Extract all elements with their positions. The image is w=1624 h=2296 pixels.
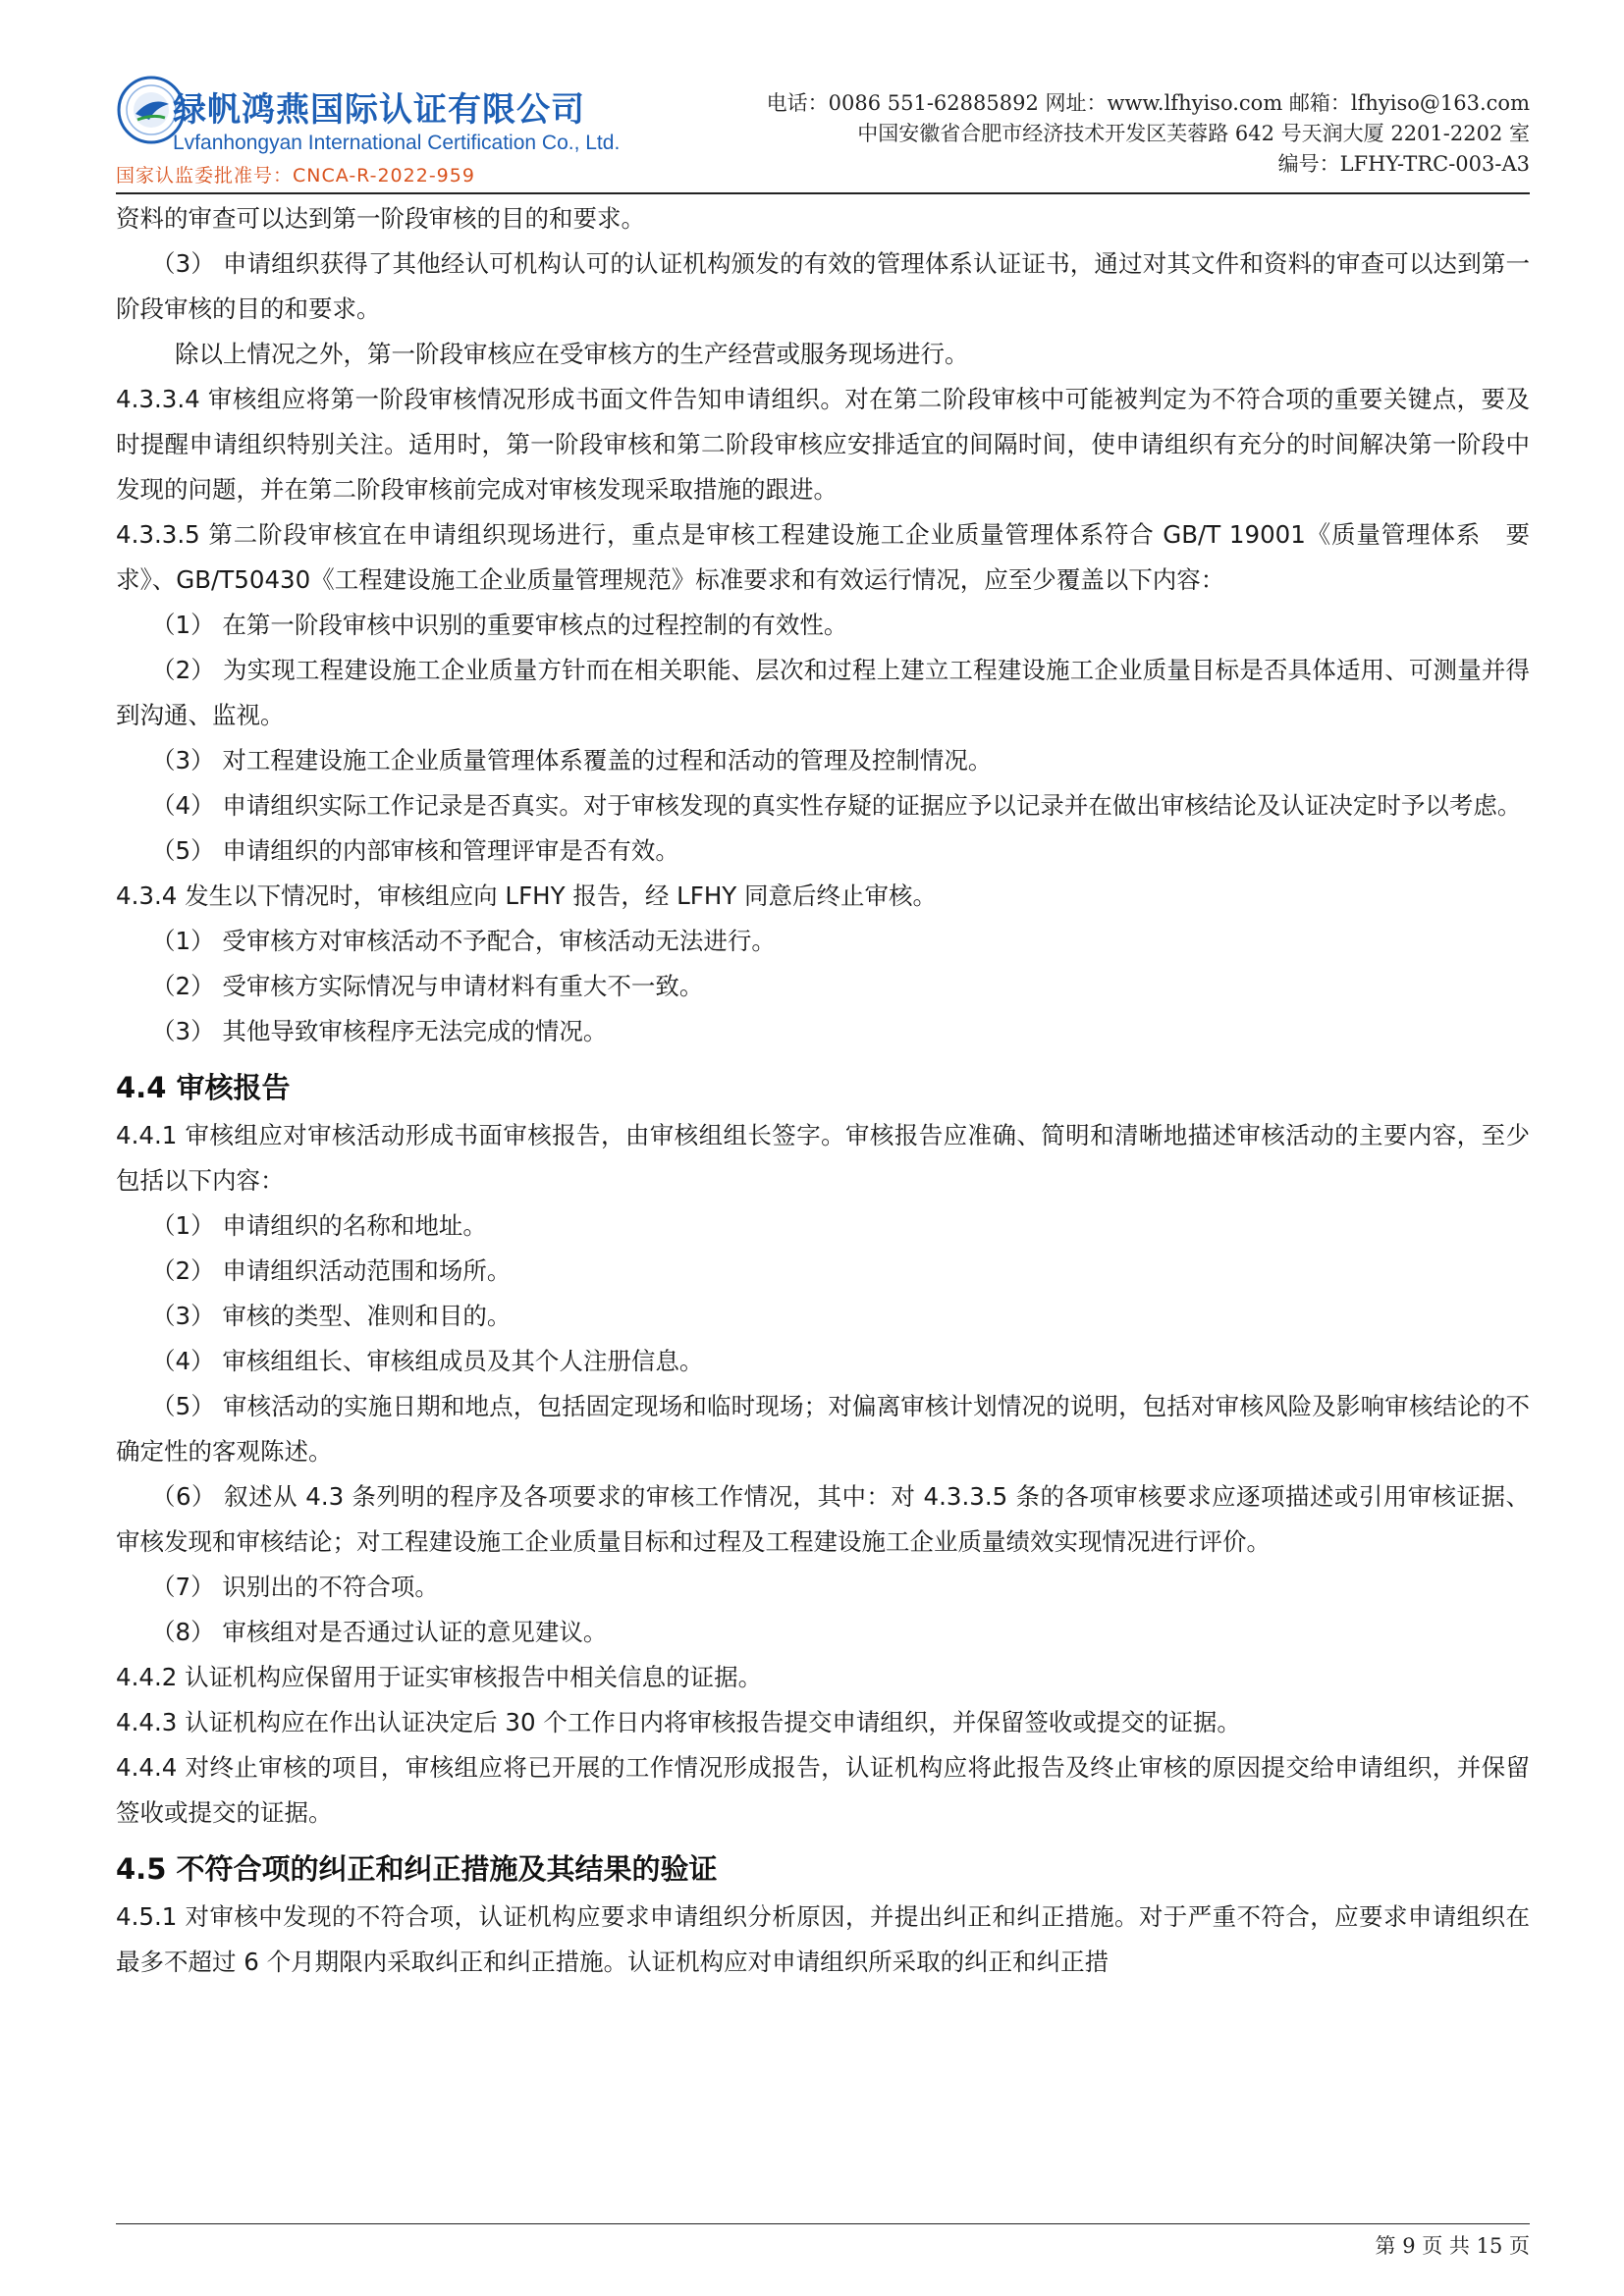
list-item: （8） 审核组对是否通过认证的意见建议。 xyxy=(151,1618,608,1646)
clause-4-4-1: 4.4.1 审核组应对审核活动形成书面审核报告，由审核组组长签字。审核报告应准确、简明和清晰地描述审核活动的主要内容，至少包括以下内容： xyxy=(116,1121,1530,1195)
paragraph: 资料的审查可以达到第一阶段审核的目的和要求。 xyxy=(116,204,645,233)
list-item: （1） 申请组织的名称和地址。 xyxy=(151,1211,487,1240)
list-item: （3） 其他导致审核程序无法完成的情况。 xyxy=(151,1017,608,1045)
list-item: （5） 申请组织的内部审核和管理评审是否有效。 xyxy=(151,836,679,865)
list-item: （4） 审核组组长、审核组成员及其个人注册信息。 xyxy=(151,1347,704,1375)
page-number: 第 9 页 共 15 页 xyxy=(1375,2234,1530,2258)
list-item: （2） 受审核方实际情况与申请材料有重大不一致。 xyxy=(151,972,704,1000)
address-line: 中国安徽省合肥市经济技术开发区芙蓉路 642 号天润大厦 2201-2202 室 xyxy=(857,122,1530,145)
clause-4-4-2: 4.4.2 认证机构应保留用于证实审核报告中相关信息的证据。 xyxy=(116,1663,763,1691)
section-heading-4-5: 4.5 不符合项的纠正和纠正措施及其结果的验证 xyxy=(116,1852,718,1886)
company-name-en: Lvfanhongyan International Certification Co., Ltd. xyxy=(173,132,621,154)
clause-4-3-3-4: 4.3.3.4 审核组应将第一阶段审核情况形成书面文件告知申请组织。对在第二阶段审核中可能被判定为不符合项的重要关键点，要及时提醒申请组织特别关注。适用时，第一阶段审核和第二阶段审核应安排适宜的间隔时间，使申请组织有充分的时间解决第一阶段中发现的问题，并在第二阶段审核前完成对审核发现采取措施的跟进。 xyxy=(116,385,1530,504)
list-item: （7） 识别出的不符合项。 xyxy=(151,1573,439,1601)
clause-4-5-1: 4.5.1 对审核中发现的不符合项，认证机构应要求申请组织分析原因，并提出纠正和纠正措施。对于严重不符合，应要求申请组织在最多不超过 6 个月期限内采取纠正和纠正措施。认证机构应对申请组织所采取的纠正和纠正措 xyxy=(116,1902,1530,1976)
list-item: （5） 审核活动的实施日期和地点，包括固定现场和临时现场；对偏离审核计划情况的说明，包括对审核风险及影响审核结论的不确定性的客观陈述。 xyxy=(116,1392,1530,1466)
list-item: （1） 受审核方对审核活动不予配合，审核活动无法进行。 xyxy=(151,927,776,955)
list-item: （3） 申请组织获得了其他经认可机构认可的认证机构颁发的有效的管理体系认证证书，通过对其文件和资料的审查可以达到第一阶段审核的目的和要求。 xyxy=(116,249,1530,323)
list-item: （4） 申请组织实际工作记录是否真实。对于审核发现的真实性存疑的证据应予以记录并在做出审核结论及认证决定时予以考虑。 xyxy=(151,791,1522,820)
approval-number: 国家认监委批准号：CNCA-R-2022-959 xyxy=(116,165,475,187)
list-item: （2） 为实现工程建设施工企业质量方针而在相关职能、层次和过程上建立工程建设施工企业质量目标是否具体适用、可测量并得到沟通、监视。 xyxy=(116,656,1530,729)
paragraph: 除以上情况之外，第一阶段审核应在受审核方的生产经营或服务现场进行。 xyxy=(175,340,969,368)
contact-block xyxy=(767,88,1530,180)
list-item: （1） 在第一阶段审核中识别的重要审核点的过程控制的有效性。 xyxy=(151,611,848,639)
clause-4-4-3: 4.4.3 认证机构应在作出认证决定后 30 个工作日内将审核报告提交申请组织，并保留签收或提交的证据。 xyxy=(116,1708,1241,1736)
company-name-cn: 绿帆鸿燕国际认证有限公司 xyxy=(173,90,585,130)
doc-number: 编号：LFHY-TRC-003-A3 xyxy=(1277,152,1530,176)
footer-divider xyxy=(116,2223,1530,2224)
list-item: （3） 对工程建设施工企业质量管理体系覆盖的过程和活动的管理及控制情况。 xyxy=(151,746,993,774)
page-header xyxy=(116,75,1530,192)
contact-line: 电话：0086 551-62885892 网址：www.lfhyiso.com 邮箱：lfhyiso@163.com xyxy=(766,91,1530,115)
page-body xyxy=(116,196,1530,1985)
list-item: （2） 申请组织活动范围和场所。 xyxy=(151,1256,512,1285)
clause-4-3-4: 4.3.4 发生以下情况时，审核组应向 LFHY 报告，经 LFHY 同意后终止审核。 xyxy=(116,881,938,910)
clause-4-4-4: 4.4.4 对终止审核的项目，审核组应将已开展的工作情况形成报告，认证机构应将此报告及终止审核的原因提交给申请组织，并保留签收或提交的证据。 xyxy=(116,1753,1530,1827)
clause-4-3-3-5: 4.3.3.5 第二阶段审核宜在申请组织现场进行，重点是审核工程建设施工企业质量管理体系符合 GB/T 19001《质量管理体系 要求》、GB/T50430《工程建设施工企业质量管理规范》标准要求和有效运行情况，应至少覆盖以下内容： xyxy=(116,520,1530,594)
list-item: （3） 审核的类型、准则和目的。 xyxy=(151,1302,512,1330)
section-heading-4-4: 4.4 审核报告 xyxy=(116,1071,291,1104)
list-item: （6） 叙述从 4.3 条列明的程序及各项要求的审核工作情况，其中：对 4.3.3.5 条的各项审核要求应逐项描述或引用审核证据、审核发现和审核结论；对工程建设施工企业质量目标和过程及工程建设施工企业质量绩效实现情况进行评价。 xyxy=(116,1482,1530,1556)
header-divider xyxy=(116,192,1530,194)
